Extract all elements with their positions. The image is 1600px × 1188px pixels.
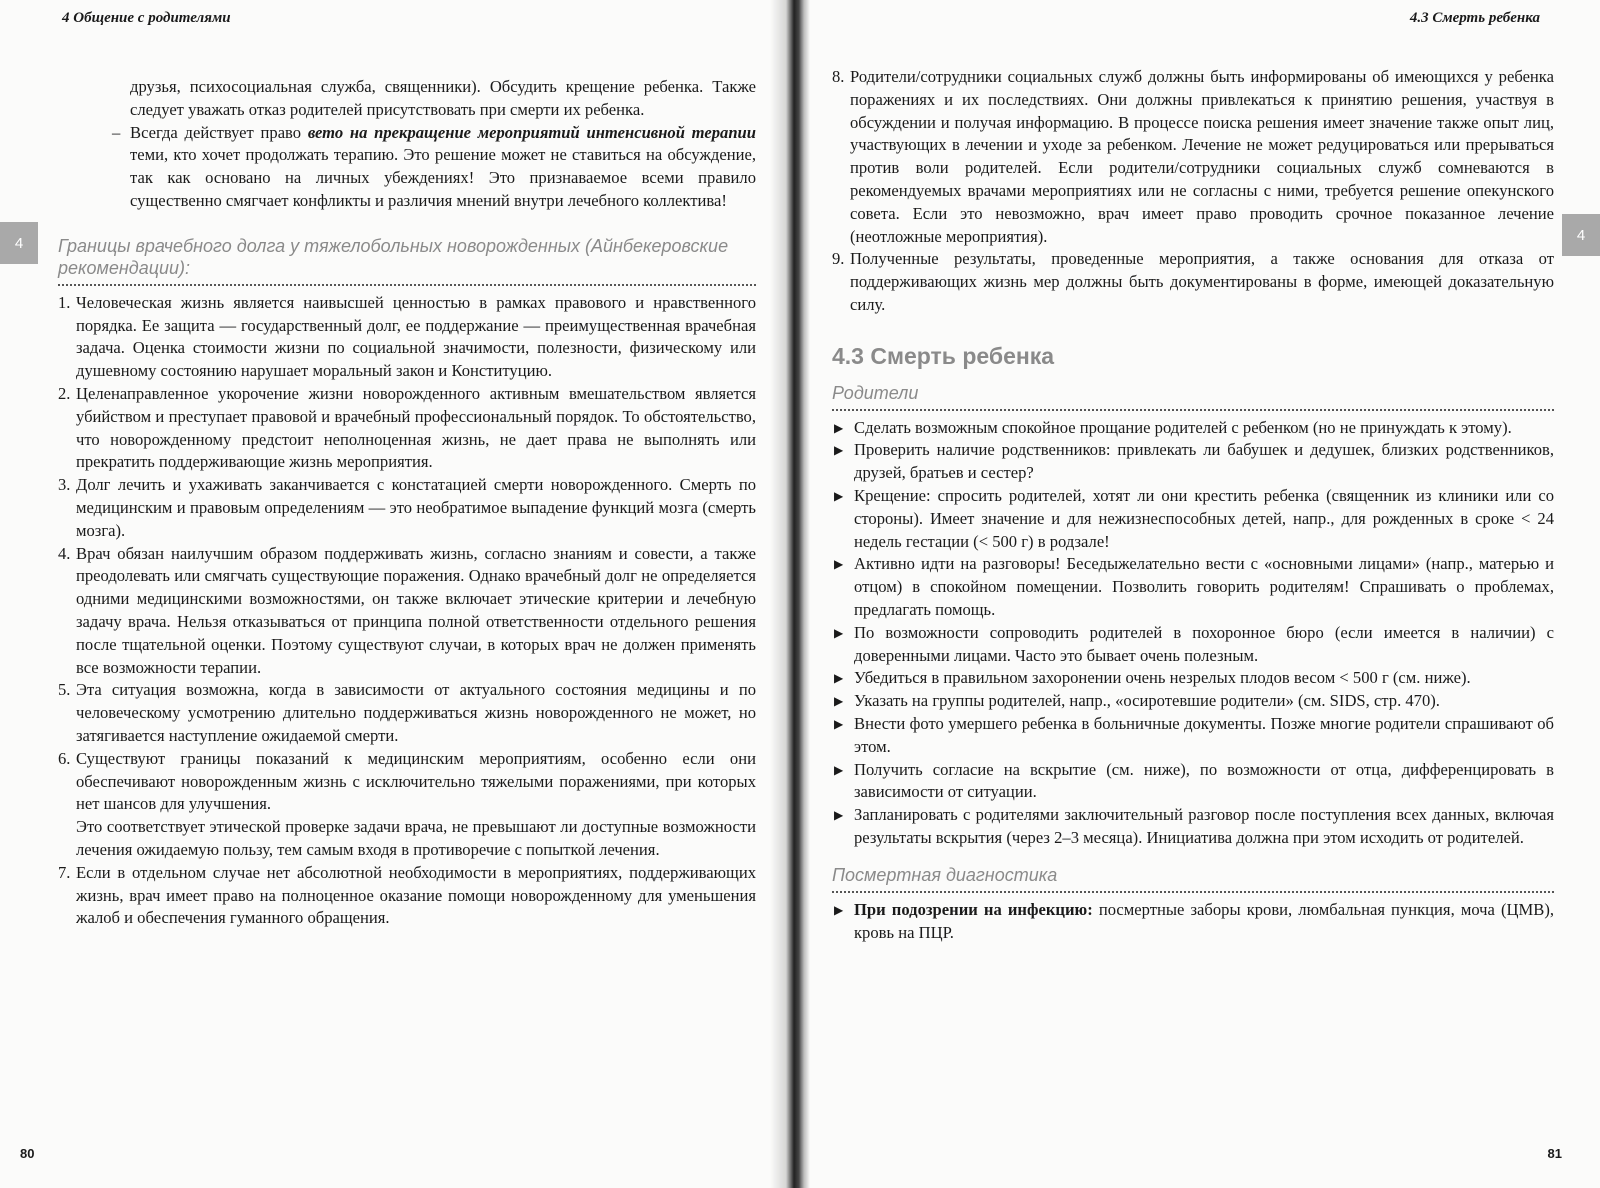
postmortem-bold-lead: При подозрении на инфекцию: [854,899,1093,919]
item-number: 3. [58,475,71,495]
dash-marker: – [112,122,121,142]
right-page [802,0,1600,1188]
list-item [58,474,756,542]
item-text: Долг лечить и ухаживать заканчивается с констатацией смерти новорожденного. Смерть по медицинским и правовым определениям — это необратимое выпадение функций мозга (смерть мозга). [76,475,756,540]
parents-heading: Родители [832,382,1554,411]
list-item [58,862,756,930]
list-item [832,690,1554,713]
bullet-text: Активно идти на разговоры! Беседыжелательно вести с «основными лицами» (напр., матерью и отцом) в спокойном помещении. Позволить говорить родителям! Спрашивать о проблемах, предлагать помощь. [854,554,1554,619]
list-item [832,899,1554,945]
item-number: 2. [58,383,71,403]
veto-text-after: теми, кто хочет продолжать терапию. Это решение может не ставиться на обсуждение, так как основано на личных убеждениях! Это признаваемое всеми правило существенно смягчает конфликты и различия мнений внутри лечебного коллектива! [130,145,756,210]
left-page [0,0,790,1188]
postmortem-bullet-list [832,899,1554,945]
chapter-thumb-tab-left: 4 [0,222,38,264]
left-page-content [58,76,756,930]
list-item [832,804,1554,850]
list-item [832,248,1554,316]
item-text: Врач обязан наилучшим образом поддерживать жизнь, согласно знаниям и совести, а также преодолевать или смягчать существующие поражения. Однако врачебный долг не определяется одними медицинскими возможностями, он также включает этические критерии и лечебную задачу врача. Нельзя отказываться от принципа полной ответственности отдельного решения после тщательной оценки. Поэтому существуют случаи, в которых врач не должен применять все возможности терапии. [76,543,756,677]
veto-emphasis: вето на прекращение мероприятий интенсивной терапии [307,122,757,142]
bullet-text: Указать на группы родителей, напр., «осиротевшие родители» (см. SIDS, стр. 470). [854,691,1440,711]
list-item [832,759,1554,805]
list-item [832,439,1554,485]
bullet-arrow-icon: ▶ [834,808,844,823]
item-text-continued: Это соответствует этической проверке задачи врача, не превышают ли доступные возможности лечения ожидаемую пользу, тем самым входя в противоречие с попыткой лечения. [76,817,756,859]
list-item [58,292,756,383]
bullet-text: посмертные заборы крови, люмбальная пункция, моча (ЦМВ), кровь на ПЦР. [854,899,1554,942]
section-heading: 4.3 Смерть ребенка [832,342,1055,369]
bullet-arrow-icon: ▶ [834,671,844,686]
running-head-right: 4.3 Смерть ребенка [1409,10,1540,26]
page-number-left: 80 [20,1146,35,1161]
bullet-text: Внести фото умершего ребенка в больничные документы. Позже многие родители спрашивают об этом. [854,713,1554,756]
item-number: 9. [832,249,845,269]
item-text: Эта ситуация возможна, когда в зависимости от актуального состояния медицины и по человеческому усмотрению длительно поддерживаться жизнь новорожденного не может, но затягивается наступление ожидаемой смерти. [76,680,756,745]
list-item [832,713,1554,759]
list-item [832,667,1554,690]
bullet-text: Получить согласие на вскрытие (см. ниже), по возможности от отца, дифференцировать в зависимости от ситуации. [854,759,1554,802]
item-text: Существуют границы показаний к медицинским мероприятиям, особенно если они обеспечивают новорожденным жизнь с исключительно тяжелыми поражениями, при которых нет шансов для улучшения. [76,748,756,814]
item-text: Если в отдельном случае нет абсолютной необходимости в мероприятиях, поддерживающих жизнь, врач имеет право на полноценное оказание помощи новорожденному для уменьшения жалоб и обеспечения гуманного обращения. [76,862,756,928]
einbeck-list [58,292,756,930]
list-item [832,66,1554,248]
bullet-arrow-icon: ▶ [834,902,844,917]
item-number: 6. [58,748,71,768]
bullet-arrow-icon: ▶ [834,557,844,572]
postmortem-heading: Посмертная диагностика [832,864,1554,893]
running-head-left: 4 Общение с родителями [62,10,231,26]
item-number: 8. [832,67,845,86]
list-item [832,622,1554,668]
bullet-arrow-icon: ▶ [834,716,844,731]
item-text: Родители/сотрудники социальных служб должны быть информированы об имеющихся у ребенка поражениях и их последствиях. Они должны привлекаться к принятию решения, участвуя в обсуждении и получая информацию. В процессе поиска решения имеет значение также опыт лиц, участвующих в лечении и уходе за ребенком. Лечение не может редуцироваться или прерываться против воли родителей. Если родители/сотрудники социальных служб сомневаются в рекомендуемых врачами мероприятиях или не согласны с ними, требуется решение опекунского совета. Если это невозможно, врач имеет право проводить срочное показанное лечение (неотложные мероприятия). [850,67,1554,246]
item-number: 5. [58,680,71,700]
list-item [832,485,1554,553]
veto-rule-item [58,122,756,213]
bullet-text: Сделать возможным спокойное прощание родителей с ребенком (но не принуждать к этому). [854,417,1512,437]
list-item [832,417,1554,440]
item-text: Целенаправленное укорочение жизни новорожденного активным вмешательством является убийством и преступает правовой и врачебный профессиональный порядок. То обстоятельство, что новорожденному предстоит неполноценная жизнь, не дает права не выполнять или прекратить поддерживающие жизнь мероприятия. [76,383,756,472]
intro-continuation: друзья, психосоциальная служба, священники). Обсудить крещение ребенка. Также следует уважать отказ родителей присутствовать при смерти их ребенка. [130,77,756,119]
bullet-text: Проверить наличие родственников: привлекать ли бабушек и дедушек, близких родственников, друзей, братьев и сестер? [854,440,1554,483]
bullet-text: По возможности сопроводить родителей в похоронное бюро (если имеется в наличии) с доверенными лицами. Часто это бывает очень полезным. [854,622,1554,665]
bullet-text: Убедиться в правильном захоронении очень незрелых плодов весом < 500 г (см. ниже). [854,668,1471,688]
item-text: Полученные результаты, проведенные мероприятия, а также основания для отказа от поддерживающих жизнь мер должны быть документированы в форме, имеющей доказательную силу. [850,249,1554,314]
right-page-content [832,66,1554,944]
book-gutter-shadow [770,0,810,1188]
item-number: 1. [58,292,71,312]
bullet-arrow-icon: ▶ [834,443,844,458]
einbeck-list-continued [832,66,1554,317]
bullet-text: Запланировать с родителями заключительный разговор после поступления всех данных, включая результаты вскрытия (через 2–3 месяца). Инициатива должна при этом исходить от родителей. [854,805,1554,847]
list-item [832,553,1554,621]
bullet-arrow-icon: ▶ [834,420,844,435]
veto-text-before: Всегда действует право [130,122,308,142]
list-item [58,679,756,747]
parents-bullet-list [832,417,1554,850]
list-item [58,748,756,862]
page-number-right: 81 [1547,1146,1562,1161]
list-item [58,383,756,474]
bullet-text: Крещение: спросить родителей, хотят ли они крестить ребенка (священник из клиники или со стороны). Имеет значение и для нежизнеспособных детей, напр., для рожденных в сроке < 24 недель гестации (< 500 г) в родзале! [854,485,1554,551]
bullet-arrow-icon: ▶ [834,694,844,709]
bullet-arrow-icon: ▶ [834,625,844,640]
item-number: 4. [58,543,71,563]
chapter-thumb-tab-right: 4 [1562,214,1600,256]
einbeck-subheading: Границы врачебного долга у тяжелобольных новорожденных (Айнбекеровские рекомендации): [58,235,756,286]
bullet-arrow-icon: ▶ [834,488,844,503]
bullet-arrow-icon: ▶ [834,762,844,777]
list-item [58,543,756,680]
item-text: Человеческая жизнь является наивысшей ценностью в рамках правового и нравственного порядка. Ее защита — государственный долг, ее поддержание — преимущественная врачебная задача. Оценка стоимости жизни по социальной значимости, полезности, физическому или душевному состоянию нарушает моральный закон и Конституцию. [76,292,756,381]
item-number: 7. [58,862,71,882]
